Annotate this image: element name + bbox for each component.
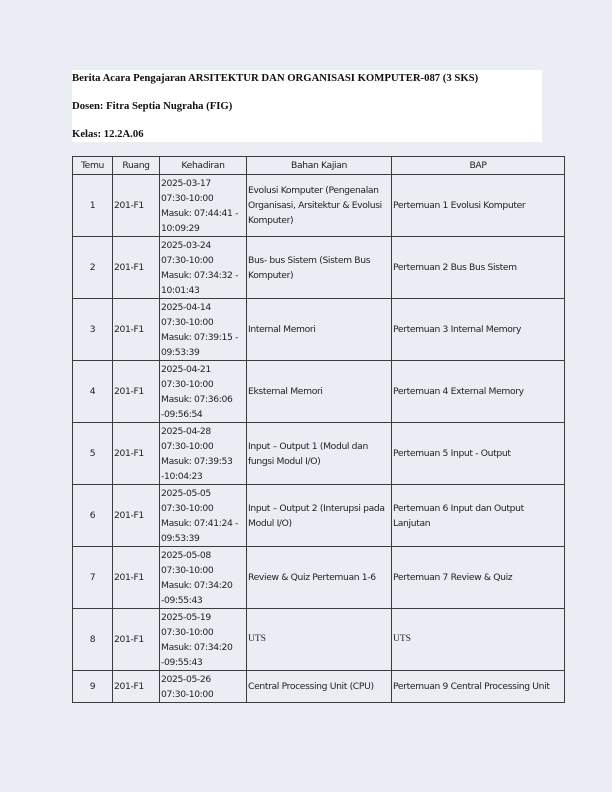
table-row bbox=[73, 423, 565, 485]
cell-bahan-kajian: UTS bbox=[247, 609, 392, 671]
attendance-time: 07:30-10:00 bbox=[161, 192, 214, 204]
cell-temu: 6 bbox=[73, 485, 113, 547]
attendance-masuk: Masuk: 07:36:06 bbox=[161, 393, 233, 405]
table-row bbox=[73, 237, 565, 299]
attendance-masuk: Masuk: 07:39:53 bbox=[161, 455, 233, 467]
table-row bbox=[73, 485, 565, 547]
cell-bahan-kajian: Evolusi Komputer (Pengenalan Organisasi, Arsitektur & Evolusi Komputer) bbox=[247, 175, 392, 237]
attendance-date: 2025-03-24 bbox=[161, 239, 211, 251]
attendance-masuk: Masuk: 07:34:32 - bbox=[161, 269, 239, 281]
attendance-time: 07:30-10:00 bbox=[161, 502, 214, 514]
attendance-masuk: Masuk: 07:39:15 - bbox=[161, 331, 239, 343]
cell-bap: Pertemuan 1 Evolusi Komputer bbox=[392, 175, 565, 237]
attendance-date: 2025-04-21 bbox=[161, 363, 211, 375]
cell-kehadiran bbox=[160, 423, 247, 485]
attendance-keluar: 09:53:39 bbox=[161, 532, 200, 544]
cell-bap: Pertemuan 2 Bus Bus Sistem bbox=[392, 237, 565, 299]
attendance-keluar: -09:56:54 bbox=[161, 408, 203, 420]
cell-kehadiran bbox=[160, 547, 247, 609]
table-row bbox=[73, 361, 565, 423]
cell-temu: 7 bbox=[73, 547, 113, 609]
cell-kehadiran bbox=[160, 485, 247, 547]
column-header-temu: Temu bbox=[73, 157, 113, 175]
cell-ruang: 201-F1 bbox=[113, 423, 160, 485]
table-row bbox=[73, 299, 565, 361]
column-header-bahan-kajian: Bahan Kajian bbox=[247, 157, 392, 175]
attendance-time: 07:30-10:00 bbox=[161, 378, 214, 390]
cell-bap: Pertemuan 4 External Memory bbox=[392, 361, 565, 423]
attendance-date: 2025-04-28 bbox=[161, 425, 211, 437]
attendance-keluar: -09:55:43 bbox=[161, 594, 203, 606]
attendance-date: 2025-05-05 bbox=[161, 487, 211, 499]
cell-bahan-kajian: Internal Memori bbox=[247, 299, 392, 361]
attendance-masuk: Masuk: 07:34:20 bbox=[161, 579, 233, 591]
cell-kehadiran bbox=[160, 609, 247, 671]
attendance-time: 07:30-10:00 bbox=[161, 440, 214, 452]
attendance-keluar: 10:01:43 bbox=[161, 284, 200, 296]
cell-temu: 9 bbox=[73, 671, 113, 703]
cell-ruang: 201-F1 bbox=[113, 361, 160, 423]
cell-ruang: 201-F1 bbox=[113, 175, 160, 237]
cell-ruang: 201-F1 bbox=[113, 237, 160, 299]
attendance-time: 07:30-10:00 bbox=[161, 254, 214, 266]
cell-temu: 2 bbox=[73, 237, 113, 299]
column-header-bap: BAP bbox=[392, 157, 565, 175]
cell-ruang: 201-F1 bbox=[113, 609, 160, 671]
cell-bahan-kajian: Eksternal Memori bbox=[247, 361, 392, 423]
cell-bahan-kajian: Bus- bus Sistem (Sistem Bus Komputer) bbox=[247, 237, 392, 299]
attendance-date: 2025-04-14 bbox=[161, 301, 211, 313]
table-row bbox=[73, 671, 565, 703]
cell-bahan-kajian: Input – Output 1 (Modul dan fungsi Modul I/O) bbox=[247, 423, 392, 485]
document-title: Berita Acara Pengajaran ARSITEKTUR DAN ORGANISASI KOMPUTER-087 (3 SKS) bbox=[72, 72, 479, 84]
attendance-masuk: Masuk: 07:34:20 bbox=[161, 641, 233, 653]
cell-ruang: 201-F1 bbox=[113, 547, 160, 609]
cell-bahan-kajian: Review & Quiz Pertemuan 1-6 bbox=[247, 547, 392, 609]
attendance-keluar: 09:53:39 bbox=[161, 346, 200, 358]
attendance-keluar: 10:09:29 bbox=[161, 222, 200, 234]
table-row bbox=[73, 547, 565, 609]
attendance-date: 2025-05-19 bbox=[161, 611, 211, 623]
cell-bap: Pertemuan 5 Input - Output bbox=[392, 423, 565, 485]
attendance-time: 07:30-10:00 bbox=[161, 626, 214, 638]
class-code: Kelas: 12.2A.06 bbox=[72, 128, 144, 140]
cell-kehadiran bbox=[160, 361, 247, 423]
attendance-keluar: -09:55:43 bbox=[161, 656, 203, 668]
cell-kehadiran bbox=[160, 299, 247, 361]
cell-bap: Pertemuan 6 Input dan Output Lanjutan bbox=[392, 485, 565, 547]
table-row bbox=[73, 609, 565, 671]
cell-temu: 1 bbox=[73, 175, 113, 237]
column-header-kehadiran: Kehadiran bbox=[160, 157, 247, 175]
attendance-table bbox=[72, 156, 565, 703]
cell-ruang: 201-F1 bbox=[113, 299, 160, 361]
attendance-date: 2025-05-08 bbox=[161, 549, 211, 561]
table-header-row bbox=[73, 157, 565, 175]
cell-bap: UTS bbox=[392, 609, 565, 671]
table-row bbox=[73, 175, 565, 237]
cell-kehadiran bbox=[160, 237, 247, 299]
cell-ruang: 201-F1 bbox=[113, 671, 160, 703]
cell-temu: 5 bbox=[73, 423, 113, 485]
attendance-keluar: -10:04:23 bbox=[161, 470, 203, 482]
cell-bap: Pertemuan 7 Review & Quiz bbox=[392, 547, 565, 609]
attendance-masuk: Masuk: 07:41:24 - bbox=[161, 517, 239, 529]
attendance-masuk: Masuk: 07:44:41 - bbox=[161, 207, 239, 219]
cell-bahan-kajian: Input – Output 2 (Interupsi pada Modul I/O) bbox=[247, 485, 392, 547]
attendance-date: 2025-05-26 bbox=[161, 673, 211, 685]
cell-bahan-kajian: Central Processing Unit (CPU) bbox=[247, 671, 392, 703]
lecturer-name: Dosen: Fitra Septia Nugraha (FIG) bbox=[72, 100, 233, 112]
cell-temu: 3 bbox=[73, 299, 113, 361]
cell-kehadiran bbox=[160, 175, 247, 237]
attendance-time: 07:30-10:00 bbox=[161, 316, 214, 328]
attendance-time: 07:30-10:00 bbox=[161, 688, 214, 700]
cell-bap: Pertemuan 3 Internal Memory bbox=[392, 299, 565, 361]
cell-bap: Pertemuan 9 Central Processing Unit bbox=[392, 671, 565, 703]
attendance-time: 07:30-10:00 bbox=[161, 564, 214, 576]
column-header-ruang: Ruang bbox=[113, 157, 160, 175]
attendance-date: 2025-03-17 bbox=[161, 177, 211, 189]
cell-kehadiran bbox=[160, 671, 247, 703]
cell-ruang: 201-F1 bbox=[113, 485, 160, 547]
cell-temu: 8 bbox=[73, 609, 113, 671]
cell-temu: 4 bbox=[73, 361, 113, 423]
